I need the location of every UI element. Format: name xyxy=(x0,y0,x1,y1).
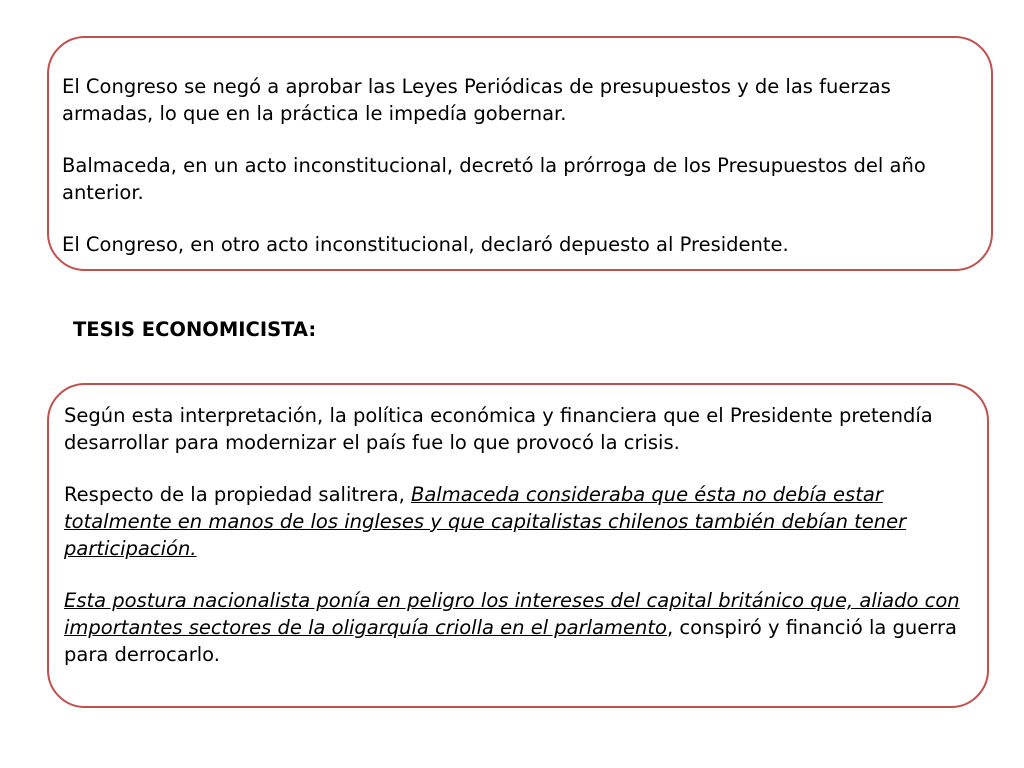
bottom-paragraph-2 xyxy=(64,481,973,562)
bottom-paragraph-3-emphasis: Esta postura nacionalista ponía en peligro los intereses del capital británico que, aliado con importantes sectores de la oligarquía criolla en el parlamento xyxy=(64,589,960,639)
top-paragraph-1: El Congreso se negó a aprobar las Leyes Periódicas de presupuestos y de las fuerzas armadas, lo que en la práctica le impedía gobernar. xyxy=(62,75,891,125)
top-paragraph-2: Balmaceda, en un acto inconstitucional, decretó la prórroga de los Presupuestos del año anterior. xyxy=(62,154,926,204)
section-heading: TESIS ECONOMICISTA: xyxy=(73,318,317,341)
top-paragraph-3: El Congreso, en otro acto inconstitucional, declaró depuesto al Presidente. xyxy=(62,233,789,256)
bottom-paragraph-2-emphasis: Balmaceda consideraba que ésta no debía estar totalmente en manos de los ingleses y que capitalistas chilenos también debían tener participación. xyxy=(64,483,907,560)
top-text-box xyxy=(47,36,993,271)
bottom-paragraph-3-ending: , conspiró y financió la guerra para derrocarlo. xyxy=(64,616,957,666)
bottom-text-box xyxy=(47,383,989,708)
bottom-paragraph-1: Según esta interpretación, la política económica y financiera que el Presidente pretendía desarrollar para modernizar el país fue lo que provocó la crisis. xyxy=(64,404,933,454)
bottom-paragraph-2-intro: Respecto de la propiedad salitrera, xyxy=(64,483,411,506)
bottom-paragraph-3 xyxy=(64,587,973,668)
